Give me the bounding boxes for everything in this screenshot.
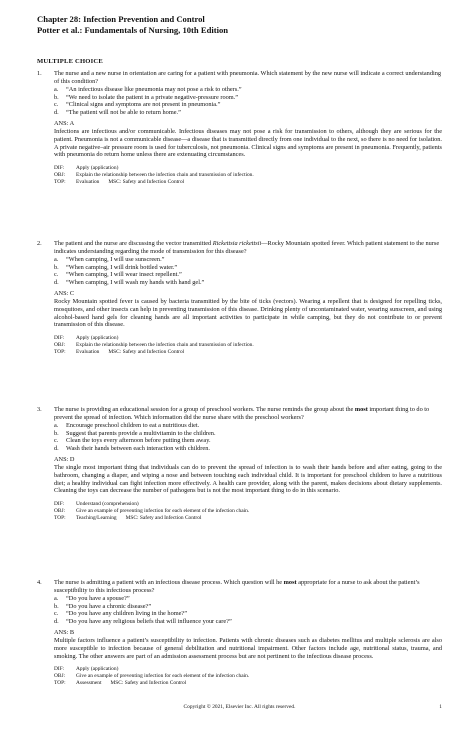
question-number: 1. bbox=[37, 70, 42, 77]
answer-option bbox=[37, 94, 442, 102]
option-text: “When camping, I will wear insect repellent.” bbox=[66, 271, 182, 279]
option-text: “When camping, I will use sunscreen.” bbox=[66, 255, 165, 263]
dif-label: DIF: bbox=[54, 165, 65, 172]
option-text: Encourage preschool children to eat a nutritious diet. bbox=[66, 421, 200, 429]
question-number: 4. bbox=[37, 579, 42, 586]
option-letter: a. bbox=[54, 255, 59, 263]
answer-option bbox=[37, 610, 442, 618]
top-label: TOP: bbox=[54, 680, 66, 687]
answer-option bbox=[37, 109, 442, 117]
option-text: “Do you have any children living in the home?” bbox=[66, 610, 188, 618]
answer-option bbox=[37, 445, 442, 453]
option-text: “When camping, I will drink bottled water.” bbox=[66, 263, 178, 271]
obj-value: Give an example of preventing infection for each element of the infection chain. bbox=[76, 673, 250, 680]
option-letter: a. bbox=[54, 85, 59, 93]
top-value: Teaching/Learning bbox=[76, 515, 117, 522]
question-metadata bbox=[37, 501, 442, 522]
answer-option bbox=[37, 101, 442, 109]
rationale: The single most important thing that individuals can do to prevent the spread of infection is to wash their hands before and after eating, going to the bathroom, changing a diaper, and wiping a nose and between touching each individual child. It is important for preschool children to have a nutritious diet; a healthy individual can fight infection more effectively. A health care provider, along with the parent, makes decisions about dietary supplements. Cleaning the toys can decrease the number of pathogens but is not the most important thing to do in this scenario. bbox=[54, 463, 442, 495]
obj-label: OBJ: bbox=[54, 342, 66, 349]
question-number: 2. bbox=[37, 240, 42, 247]
option-letter: d. bbox=[54, 279, 59, 287]
question-stem bbox=[37, 240, 442, 256]
dif-label: DIF: bbox=[54, 666, 65, 673]
answer-option bbox=[37, 603, 442, 611]
option-letter: a. bbox=[54, 594, 59, 602]
answer-option bbox=[37, 437, 442, 445]
msc-value: Safety and Infection Control bbox=[124, 680, 187, 687]
stem-text-cont: appropriate for a nurse to ask about the patient’s susceptibility to this infectious process? bbox=[54, 579, 420, 594]
stem-text: The nurse is admitting a patient with an infectious disease process. Which question will he bbox=[54, 579, 284, 586]
stem-text: The patient and the nurse are discussing the vector transmitted bbox=[54, 240, 213, 247]
rationale: Rocky Mountain spotted fever is caused by bacteria transmitted by the bite of ticks (vectors). Wearing a repellent that is designed for repelling ticks, mosquitoes, and other insects can help in preventing transmission of this disease. Drinking plenty of uncontaminated water, wearing sunscreen, and using alcohol-based hand gels for cleaning hands are all important activities to participate in while camping, but they do not contribute to or prevent transmission of this disease. bbox=[54, 297, 442, 329]
option-letter: c. bbox=[54, 101, 59, 109]
dif-value: Apply (application) bbox=[76, 335, 119, 342]
section-heading: MULTIPLE CHOICE bbox=[37, 58, 103, 65]
answer-option bbox=[37, 264, 442, 272]
obj-label: OBJ: bbox=[54, 673, 66, 680]
top-label: TOP: bbox=[54, 349, 66, 356]
option-letter: b. bbox=[54, 602, 59, 610]
option-text: Wash their hands between each interaction with children. bbox=[66, 445, 210, 453]
msc-value: Safety and Infection Control bbox=[122, 179, 185, 186]
option-text: “An infectious disease like pneumonia may not pose a risk to others.” bbox=[66, 85, 242, 93]
question-1 bbox=[37, 70, 442, 186]
obj-value: Explain the relationship between the infection chain and transmission of infection. bbox=[76, 172, 254, 179]
option-text: “Do you have a chronic disease?” bbox=[66, 602, 152, 610]
answer-option bbox=[37, 86, 442, 94]
answer-option bbox=[37, 422, 442, 430]
question-metadata bbox=[37, 335, 442, 356]
dif-value: Apply (application) bbox=[76, 666, 119, 673]
dif-label: DIF: bbox=[54, 335, 65, 342]
page-number: 1 bbox=[439, 704, 442, 710]
option-text: “When camping, I will wash my hands with hand gel.” bbox=[66, 279, 205, 287]
question-3 bbox=[37, 406, 442, 522]
option-text: “The patient will not be able to return home.” bbox=[66, 109, 181, 117]
answer-key: ANS: C bbox=[54, 290, 75, 298]
msc-label: MSC: bbox=[108, 349, 122, 356]
msc-value: Safety and Infection Control bbox=[139, 515, 202, 522]
msc-label: MSC: bbox=[110, 680, 124, 687]
question-stem bbox=[37, 70, 442, 86]
answer-option bbox=[37, 271, 442, 279]
answer-key: ANS: A bbox=[54, 120, 75, 128]
question-metadata bbox=[37, 666, 442, 687]
option-text: “Do you have a spouse?” bbox=[66, 594, 130, 602]
book-title: Potter et al.: Fundamentals of Nursing, 10th Edition bbox=[37, 24, 229, 35]
question-stem bbox=[37, 406, 442, 422]
answer-option bbox=[37, 279, 442, 287]
answer-key: ANS: B bbox=[54, 629, 75, 637]
option-text: “Do you have any religious beliefs that will influence your care?” bbox=[66, 618, 232, 626]
answer-option bbox=[37, 595, 442, 603]
dif-value: Apply (application) bbox=[76, 165, 119, 172]
obj-label: OBJ: bbox=[54, 508, 66, 515]
msc-label: MSC: bbox=[125, 515, 139, 522]
option-letter: c. bbox=[54, 610, 59, 618]
option-letter: d. bbox=[54, 445, 59, 453]
question-4 bbox=[37, 579, 442, 687]
question-metadata bbox=[37, 165, 442, 186]
top-label: TOP: bbox=[54, 179, 66, 186]
rationale: Infections are infectious and/or communicable. Infectious diseases may not pose a risk for transmission to others, although they are serious for the patient. Pneumonia is not a communicable disease—a disease that is transmitted directly from one individual to the next, so there is no need for isolation. A private negative–air pressure room is used for tuberculosis, not pneumonia. Clinical signs and symptoms are present in pneumonia. Frequently, patients with pneumonia do return home unless there are extenuating circumstances. bbox=[54, 127, 442, 159]
copyright-text: Copyright © 2021, Elsevier Inc. All rights reserved. bbox=[183, 704, 296, 710]
option-letter: d. bbox=[54, 109, 59, 117]
stem-text-cont: —Rocky Mountain spotted fever. Which patient statement to the nurse indicates understanding regarding the mode of transmission for this disease? bbox=[54, 240, 440, 255]
option-text: “We need to isolate the patient in a private negative-pressure room.” bbox=[66, 93, 239, 101]
stem-text-cont: important thing to do to prevent the spread of infection. Which information did the nurse share with the preschool workers? bbox=[54, 406, 430, 421]
answer-key: ANS: D bbox=[54, 456, 75, 464]
rationale: Multiple factors influence a patient’s susceptibility to infection. Patients with chronic diseases such as diabetes mellitus and multiple sclerosis are also more susceptible to infection because of general debilitation and nutritional impairment. Other factors include age, nutritional status, trauma, and smoking. The other answers are part of an admission assessment process but are not pertinent to the infectious disease process. bbox=[54, 636, 442, 660]
question-stem bbox=[37, 579, 442, 595]
stem-text: The nurse is providing an educational session for a group of preschool workers. The nurse reminds the group about the bbox=[54, 406, 355, 413]
question-number: 3. bbox=[37, 406, 42, 413]
obj-label: OBJ: bbox=[54, 172, 66, 179]
answer-option bbox=[37, 618, 442, 626]
obj-value: Explain the relationship between the infection chain and transmission of infection. bbox=[76, 342, 254, 349]
msc-label: MSC: bbox=[108, 179, 122, 186]
document-header bbox=[37, 14, 228, 35]
option-text: “Clinical signs and symptoms are not present in pneumonia.” bbox=[66, 101, 221, 109]
obj-value: Give an example of preventing infection for each element of the infection chain. bbox=[76, 508, 250, 515]
answer-option bbox=[37, 256, 442, 264]
option-letter: d. bbox=[54, 618, 59, 626]
option-letter: c. bbox=[54, 271, 59, 279]
stem-text: The nurse and a new nurse in orientation are caring for a patient with pneumonia. Which statement by the new nurse will indicate a correct understanding of this condition? bbox=[54, 70, 442, 85]
option-text: Clean the toys every afternoon before putting them away. bbox=[66, 437, 211, 445]
stem-emphasis: most bbox=[283, 579, 297, 586]
option-letter: b. bbox=[54, 263, 59, 271]
option-letter: b. bbox=[54, 429, 59, 437]
option-letter: b. bbox=[54, 93, 59, 101]
top-value: Assessment bbox=[76, 680, 102, 687]
dif-label: DIF: bbox=[54, 501, 65, 508]
answer-option bbox=[37, 430, 442, 438]
top-label: TOP: bbox=[54, 515, 66, 522]
option-letter: a. bbox=[54, 421, 59, 429]
top-value: Evaluation bbox=[76, 179, 100, 186]
msc-value: Safety and Infection Control bbox=[122, 349, 185, 356]
top-value: Evaluation bbox=[76, 349, 100, 356]
question-2 bbox=[37, 240, 442, 356]
option-letter: c. bbox=[54, 437, 59, 445]
option-text: Suggest that parents provide a multivitamin to the children. bbox=[66, 429, 216, 437]
stem-italic: Rickettsia rickettsii bbox=[212, 240, 262, 247]
chapter-title: Chapter 28: Infection Prevention and Control bbox=[37, 14, 205, 24]
dif-value: Understand (comprehension) bbox=[76, 501, 139, 508]
stem-emphasis: most bbox=[354, 406, 368, 413]
